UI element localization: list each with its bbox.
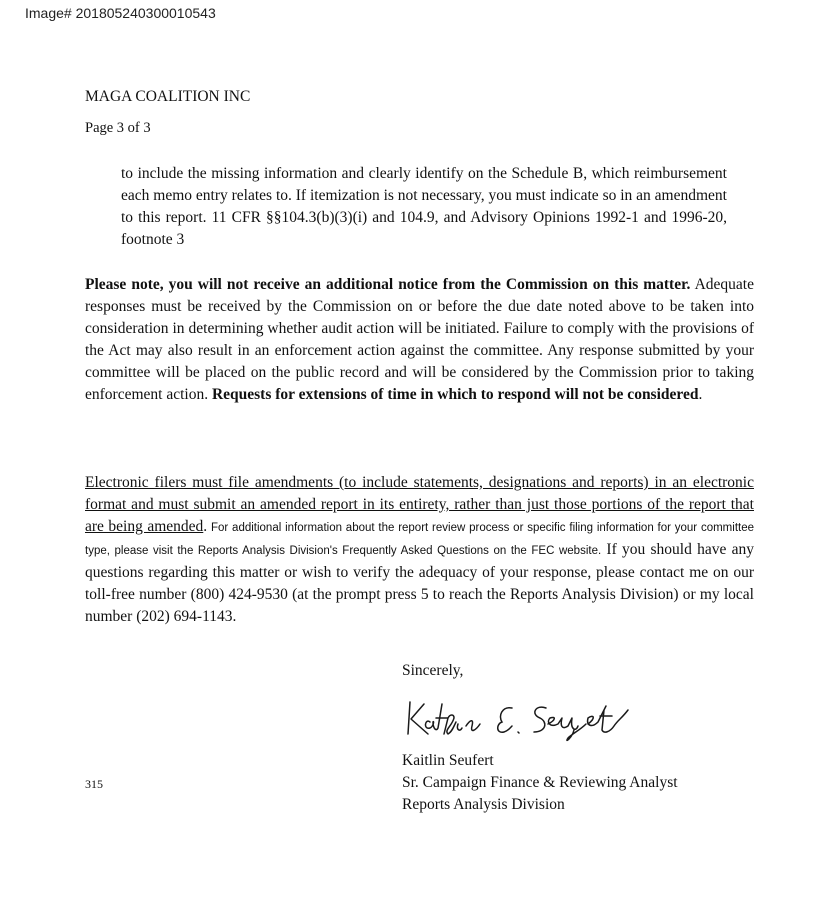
footer-number: 315 (85, 777, 103, 791)
notice-paragraph (85, 274, 754, 406)
signer-name: Kaitlin Seufert (402, 752, 494, 769)
additional-info-text: For additional information about the report review process or specific filing information for your committee type, please visit the Reports Analysis Division's Frequently Asked Questions on the FEC website. (85, 522, 754, 557)
electronic-filers-underlined: Electronic filers must file amendments (to include statements, designations and reports) in an electronic format and must submit an amended report in its entirety, rather than just those portions of the report that are being amended (85, 474, 754, 535)
signer-title: Sr. Campaign Finance & Reviewing Analyst (402, 774, 678, 791)
page-number: Page 3 of 3 (85, 120, 151, 136)
electronic-period: . (203, 518, 208, 535)
notice-end: . (698, 386, 703, 403)
electronic-filers-paragraph (85, 472, 754, 628)
signer-block (402, 750, 678, 816)
handwritten-signature (400, 696, 640, 746)
committee-name: MAGA COALITION INC (85, 88, 251, 105)
image-id: Image# 201805240300010543 (25, 5, 216, 21)
salutation: Sincerely, (402, 662, 464, 679)
notice-bold-tail: Requests for extensions of time in which to respond will not be considered (211, 386, 699, 403)
signer-division: Reports Analysis Division (402, 796, 565, 813)
contact-text: If you should have any questions regarding this matter or wish to verify the adequacy of your response, please contact me on our toll-free number (800) 424-9530 (at the prompt press 5 to reach the Reports Analysis Division) or my local number (202) 694-1143. (85, 541, 754, 625)
notice-bold-lead: Please note, you will not receive an additional notice from the Commission on this matter. (85, 276, 691, 293)
notice-body: Adequate responses must be received by the Commission on or before the due date noted above to be taken into consideration in determining whether audit action will be initiated. Failure to comply with the provisions of the Act may also result in an enforcement action against the committee. Any response submitted by your committee will be placed on the public record and will be considered by the Commission prior to taking enforcement action. (85, 276, 754, 403)
continuation-paragraph: to include the missing information and clearly identify on the Schedule B, which reimbursement each memo entry relates to. If itemization is not necessary, you must indicate so in an amendment to this report. 11 CFR §§104.3(b)(3)(i) and 104.9, and Advisory Opinions 1992-1 and 1996-20, footnote 3 (121, 165, 727, 248)
